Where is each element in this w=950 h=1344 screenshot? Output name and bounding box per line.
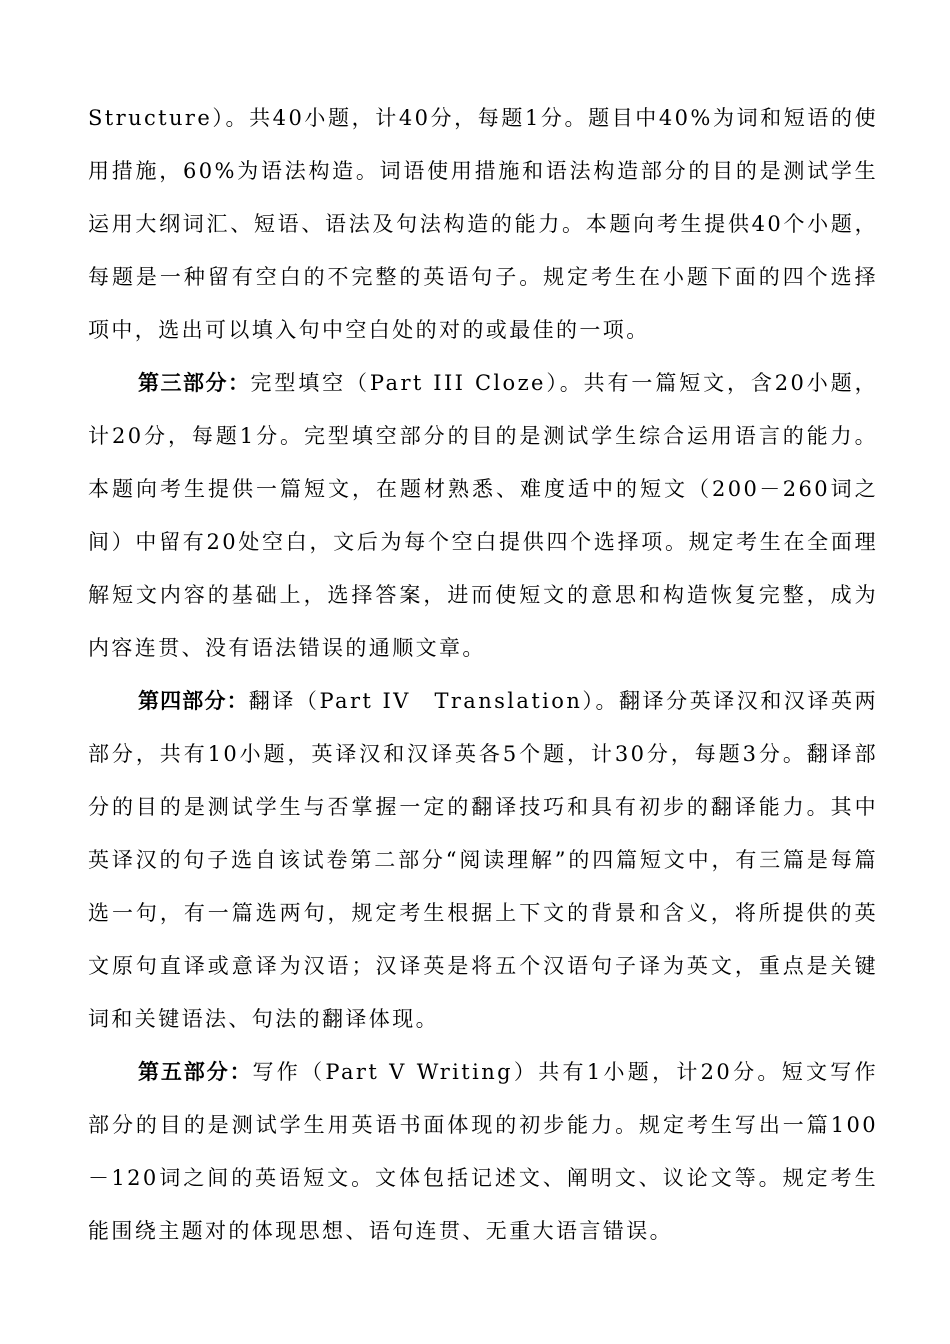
section-heading-part-three: 第三部分：: [138, 371, 251, 395]
document-page: [88, 92, 878, 1258]
section-heading-part-four: 第四部分：: [138, 689, 249, 713]
paragraph-text: 写作（Part V Writing）共有1小题，计20分。短文写作部分的目的是测试学生用英语书面体现的初步能力。规定考生写出一篇100－120词之间的英语短文。文体包括记述文、阐明文、议论文等。规定考生能围绕主题对的体现思想、语句连贯、无重大语言错误。: [88, 1060, 878, 1243]
paragraph-part-four: [88, 675, 878, 1046]
paragraph-text: 完型填空（Part III Cloze）。共有一篇短文，含20小题，计20分，每题1分。完型填空部分的目的是测试学生综合运用语言的能力。本题向考生提供一篇短文，在题材熟悉、难度适中的短文（200－260词之间）中留有20处空白，文后为每个空白提供四个选择项。规定考生在全面理解短文内容的基础上，选择答案，进而使短文的意思和构造恢复完整，成为内容连贯、没有语法错误的通顺文章。: [88, 371, 878, 660]
paragraph-text: Structure）。共40小题，计40分，每题1分。题目中40%为词和短语的使用措施，60%为语法构造。词语使用措施和语法构造部分的目的是测试学生运用大纲词汇、短语、语法及句法构造的能力。本题向考生提供40个小题，每题是一种留有空白的不完整的英语句子。规定考生在小题下面的四个选择项中，选出可以填入句中空白处的对的或最佳的一项。: [88, 106, 878, 342]
section-heading-part-five: 第五部分：: [138, 1060, 253, 1084]
paragraph-part-five: [88, 1046, 878, 1258]
paragraph-text: 翻译（Part IV Translation）。翻译分英译汉和汉译英两部分，共有10小题，英译汉和汉译英各5个题，计30分，每题3分。翻译部分的目的是测试学生与否掌握一定的翻译技巧和具有初步的翻译能力。其中英译汉的句子选自该试卷第二部分“阅读理解”的四篇短文中，有三篇是每篇选一句，有一篇选两句，规定考生根据上下文的背景和含义，将所提供的英文原句直译或意译为汉语；汉译英是将五个汉语句子译为英文，重点是关键词和关键语法、句法的翻译体现。: [88, 689, 878, 1031]
paragraph-part-three: [88, 357, 878, 675]
paragraph-structure-continued: [88, 92, 878, 357]
